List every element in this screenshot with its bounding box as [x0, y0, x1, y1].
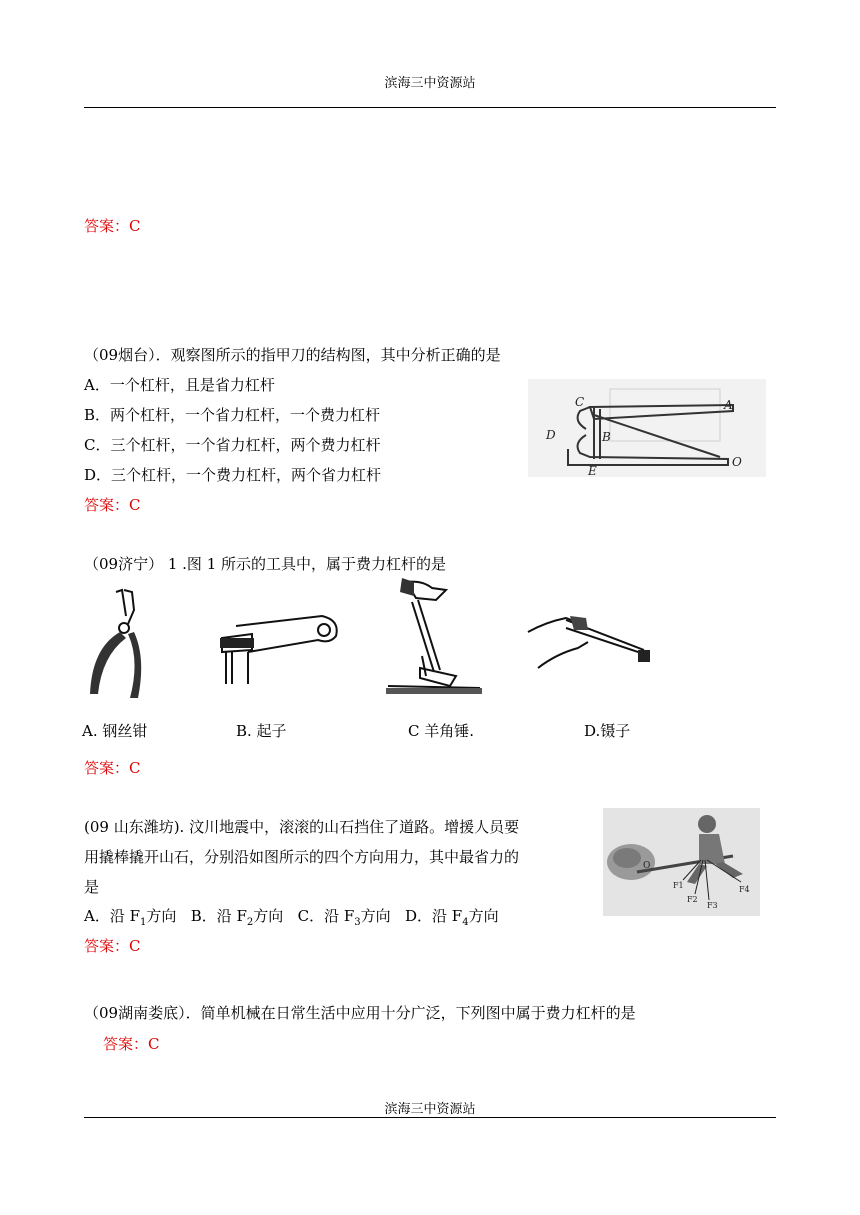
- claw-hammer-figure: [386, 578, 482, 696]
- answer-3: 答案：C: [84, 759, 141, 777]
- footer-rule: [84, 1117, 776, 1118]
- option-d: D．三个杠杆，一个费力杠杆，两个省力杠杆: [84, 466, 382, 484]
- label-f4: F4: [739, 885, 750, 894]
- question-jining-stem: （09济宁） 1 .图 1 所示的工具中，属于费力杠杆的是: [84, 555, 447, 573]
- label-e: E: [588, 464, 597, 477]
- caption-bottle-opener: B. 起子: [236, 722, 287, 740]
- answer-4: 答案：C: [84, 937, 141, 955]
- option-d: D．沿 $F_4$方向: [404, 907, 499, 928]
- label-o: O: [643, 861, 651, 871]
- caption-pliers: A. 钢丝钳: [82, 722, 148, 740]
- label-d: D: [546, 428, 556, 442]
- option-c: C．三个杠杆，一个省力杠杆，两个费力杠杆: [84, 436, 381, 454]
- label-f1: F1: [673, 881, 684, 890]
- crowbar-rock-figure: [603, 808, 760, 916]
- bottle-opener-figure: [218, 610, 342, 686]
- question-loudi-stem: （09湖南娄底）．简单机械在日常生活中应用十分广泛，下列图中属于费力杠杆的是: [84, 1004, 636, 1022]
- weifang-options: [84, 905, 499, 928]
- page-header: 滨海三中资源站: [384, 76, 476, 91]
- answer-2: 答案：C: [84, 496, 141, 514]
- question-weifang-line-3: 是: [84, 878, 100, 896]
- label-o: O: [732, 455, 742, 469]
- tweezers-figure: [526, 608, 662, 672]
- option-a: A．一个杠杆，且是省力杠杆: [84, 376, 275, 394]
- answer-1: 答案：C: [84, 217, 141, 235]
- label-f2: F2: [687, 895, 698, 904]
- label-c: C: [575, 395, 585, 409]
- caption-claw-hammer: C 羊角锤.: [408, 722, 475, 740]
- question-weifang-line-1: (09 山东潍坊). 汶川地震中，滚滚的山石挡住了道路。增援人员要: [84, 818, 520, 836]
- option-a: A．沿 $F_1$方向: [84, 907, 177, 928]
- option-c: C．沿 $F_3$方向: [297, 907, 391, 928]
- nail-clipper-figure: [528, 379, 766, 477]
- label-f3: F3: [707, 901, 718, 910]
- answer-5: 答案：C: [103, 1035, 160, 1053]
- label-a: A: [724, 398, 733, 412]
- option-b: B．沿 $F_2$方向: [190, 907, 284, 928]
- question-weifang-line-2: 用撬棒撬开山石，分别沿如图所示的四个方向用力，其中最省力的: [84, 848, 520, 866]
- caption-tweezers: D.镊子: [584, 722, 631, 740]
- question-yantai-stem: （09烟台）．观察图所示的指甲刀的结构图，其中分析正确的是: [84, 346, 501, 364]
- header-rule: [84, 107, 776, 108]
- page-footer: 滨海三中资源站: [384, 1102, 476, 1117]
- pliers-figure: [82, 586, 146, 702]
- label-b: B: [602, 430, 611, 444]
- option-b: B．两个杠杆，一个省力杠杆，一个费力杠杆: [84, 406, 381, 424]
